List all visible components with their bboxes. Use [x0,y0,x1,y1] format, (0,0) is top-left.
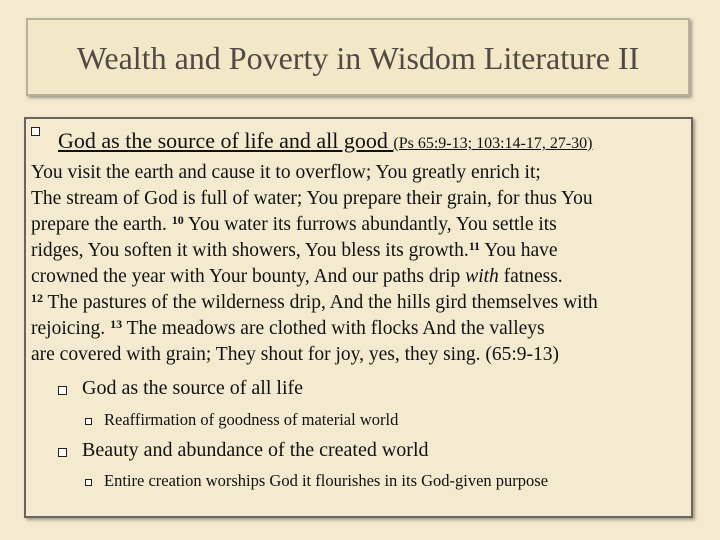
title-box [26,18,690,96]
quote-text: The meadows are clothed with flocks And the valleys [122,318,545,339]
sub-bullet-item: Entire creation worships God it flourishes in its God-given purpose [104,471,549,490]
square-bullet-icon [85,479,92,486]
quote-text: You have [480,240,558,261]
quote-line-6 [31,292,598,314]
quote-text: fatness. [498,266,563,287]
slide-title: Wealth and Poverty in Wisdom Literature II [76,40,640,76]
bullet-item: God as the source of all life [82,377,304,399]
quote-text: prepare the earth. [31,214,172,235]
quote-text: crowned the year with Your bounty, And our paths drip [31,266,466,287]
heading-reference: (Ps 65:9-13; 103:14-17, 27-30) [393,135,593,152]
bullet-item: Beauty and abundance of the created world [82,439,429,461]
verse-number: 12 [31,291,43,305]
quote-text: ridges, You soften it with showers, You bless its growth. [31,240,469,261]
quote-italic: with [465,266,499,287]
verse-number: 11 [468,239,481,253]
heading-text: God as the source of life and all good [58,128,394,153]
section-heading [58,128,593,154]
quote-line-1: You visit the earth and cause it to overflow; You greatly enrich it; [31,162,541,183]
quote-text: rejoicing. [31,318,111,339]
verse-number: 10 [171,213,184,227]
quote-line-3 [31,214,557,236]
square-bullet-icon [58,448,67,457]
quote-line-2: The stream of God is full of water; You prepare their grain, for thus You [31,188,593,209]
verse-number: 13 [110,317,123,331]
quote-line-8: are covered with grain; They shout for joy, yes, they sing. (65:9-13) [31,344,559,365]
square-bullet-icon [58,386,67,395]
quote-text: You water its furrows abundantly, You settle its [183,214,557,235]
quote-line-7 [31,318,545,340]
quote-text: The pastures of the wilderness drip, And the hills gird themselves with [43,292,598,313]
sub-bullet-item: Reaffirmation of goodness of material world [104,410,399,429]
square-bullet-icon [85,418,92,425]
square-bullet-icon [31,127,40,136]
quote-line-4 [31,240,558,262]
quote-line-5 [31,266,563,288]
